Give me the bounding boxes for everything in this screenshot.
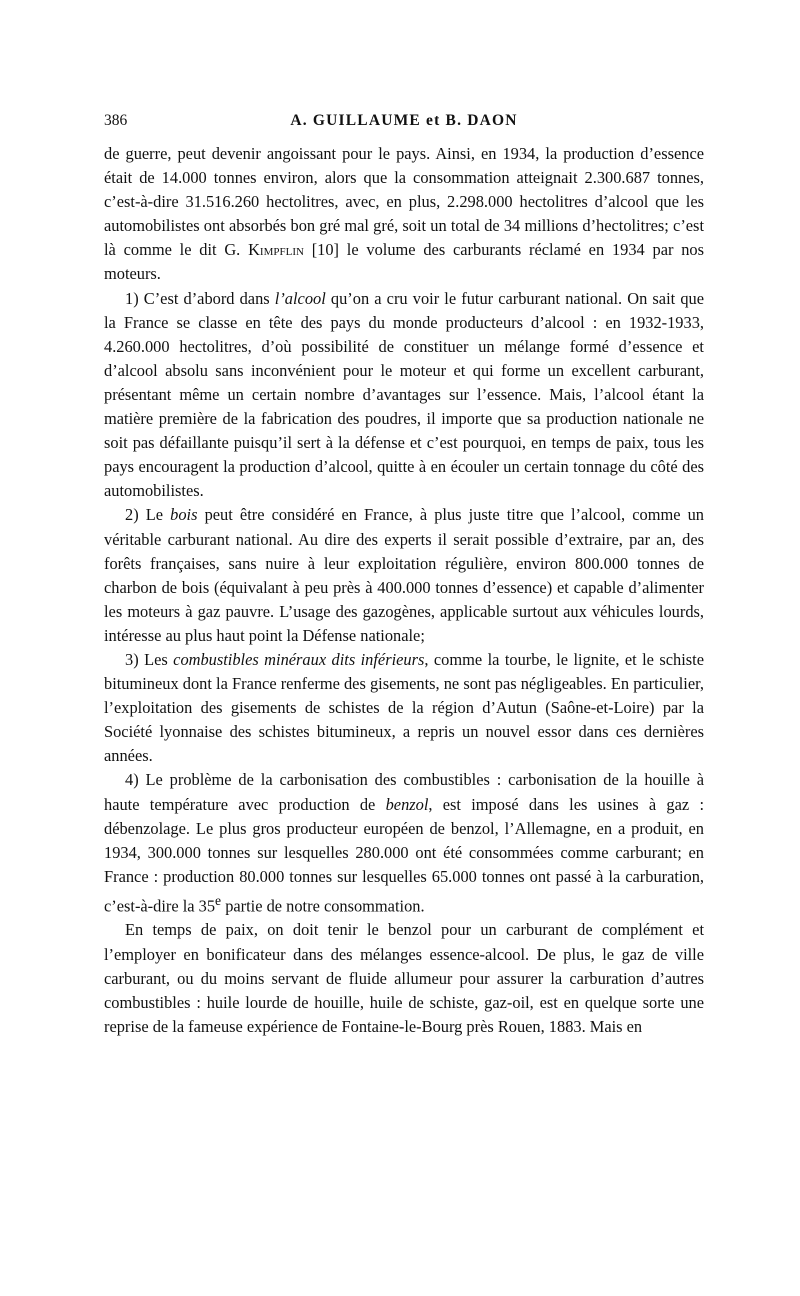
running-title: A. GUILLAUME et B. DAON [290,112,518,129]
paragraph-alcool: 1) C’est d’abord dans l’alcool qu’on a cru voir le futur carburant national. On sait que la France se classe en tête des pays du monde producteurs d’alcool : en 1932-1933, 4.260.000 hectolitres, d’où possibilité de constituer un mélange formé d’essence et d’alcool absolu sans inconvénient pour le moteur et qui forme un excellent carburant, présentant même un certain nombre d’avantages sur l’essence. Mais, l’alcool étant la matière première de la fabrication des poudres, il importe que sa production nationale ne soit pas défaillante puisqu’il sert à la défense et c’est pourquoi, en temps de paix, tous les pays encouragent la production d’alcool, quitte à en écouler un certain tonnage du côté des automobilistes. [104,288,704,501]
document-page [104,112,704,1039]
paragraph-combustibles-mineraux: 3) Les combustibles minéraux dits inférieurs, comme la tourbe, le lignite, et le schiste bitumineux dont la France renferme des gisements, ne sont pas négligeables. En particulier, l’exploitation des gisements de schistes de la région d’Autun (Saône-et-Loire) par la Société lyonnaise des schistes bitumineux, a repris un nouvel essor dans ces dernières années. [104,649,704,766]
paragraph-gaz-de-ville: En temps de paix, on doit tenir le benzol pour un carburant de complément et l’employer en bonificateur dans des mélanges essence-alcool. De plus, le gaz de ville carburant, ou du moins servant de fluide allumeur pour assurer la carburation d’autres combustibles : huile lourde de houille, huile de schiste, gaz-oil, est en quelque sorte une reprise de la fameuse expérience de Fontaine-le-Bourg près Rouen, 1883. Mais en [104,920,704,1036]
page-number: 386 [104,112,128,129]
term-benzol: benzol [385,794,429,814]
term-alcool: l’alcool [274,288,326,308]
paragraph-bois: 2) Le bois peut être considéré en France, à plus juste titre que l’alcool, comme un véritable carburant national. Au dire des experts il serait possible d’extraire, par an, des forêts françaises, sans nuire à leur exploitation régulière, environ 800.000 tonnes de charbon de bois (équivalant à peu près à 400.000 tonnes d’essence) et capable d’alimenter les moteurs à gaz pauvre. L’usage des gazogènes, applicable surtout aux véhicules lourds, intéresse au plus haut point la Défense nationale; [104,505,705,645]
body-text [104,142,704,1039]
paragraph-benzol: 4) Le problème de la carbonisation des combustibles : carbonisation de la houille à haute température avec production de benzol, est imposé dans les usines à gaz : débenzolage. Le plus gros producteur européen de benzol, l’Allemagne, en a produit, en 1934, 300.000 tonnes sur lesquelles 280.000 ont été consommées comme carburant; en France : production 80.000 tonnes sur lesquelles 65.000 tonnes ont passé à la carburation, c’est-à-dire la 35e partie de notre consommation. [104,770,704,916]
term-combustibles-mineraux: combustibles minéraux dits inférieurs [173,649,425,669]
running-header [104,112,704,134]
ordinal-superscript: e [215,892,222,908]
paragraph-intro: de guerre, peut devenir angoissant pour le pays. Ainsi, en 1934, la production d’essence était de 14.000 tonnes environ, alors que la consommation atteignait 2.300.687 tonnes, c’est-à-dire 31.516.260 hectolitres, avec, en plus, 2.298.000 hectolitres d’alcool que les automobilistes ont absorbés bon gré mal gré, soit un total de 34 millions d’hectolitres; c’est là comme le dit G. Kimpflin [10] le volume des carburants réclamé en 1934 par nos moteurs. [104,144,704,284]
term-bois: bois [170,505,198,525]
author-name-kimpflin: Kimpflin [248,240,304,260]
